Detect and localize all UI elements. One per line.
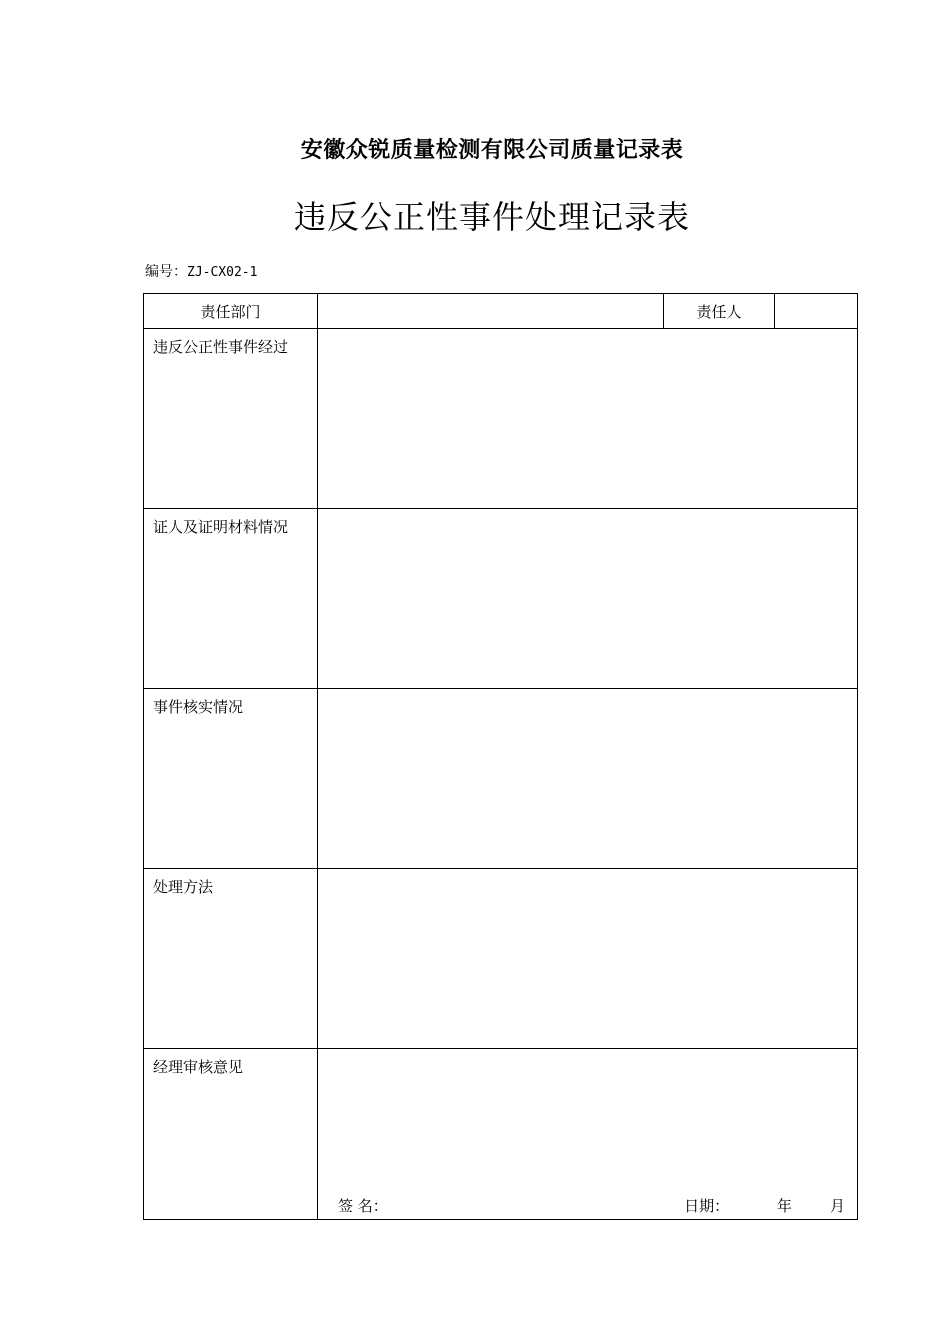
event-verification-label: 事件核实情况	[144, 689, 318, 869]
date-label: 日期：	[684, 1197, 730, 1215]
event-process-label: 违反公正性事件经过	[144, 329, 318, 509]
witness-evidence-field[interactable]	[318, 509, 858, 689]
form-code-value: ZJ-CX02-1	[187, 265, 258, 280]
manager-review-label: 经理审核意见	[144, 1049, 318, 1220]
manager-review-field[interactable]	[318, 1049, 858, 1220]
table-row	[144, 869, 858, 1049]
responsible-dept-label: 责任部门	[144, 294, 318, 329]
handling-method-field[interactable]	[318, 869, 858, 1049]
form-title: 违反公正性事件处理记录表	[293, 198, 690, 236]
responsible-person-label: 责任人	[664, 294, 775, 329]
table-row	[144, 329, 858, 509]
form-code-label: 编号：	[145, 264, 187, 280]
responsible-person-field[interactable]	[775, 294, 858, 329]
event-process-field[interactable]	[318, 329, 858, 509]
company-title: 安徽众锐质量检测有限公司质量记录表	[300, 138, 684, 163]
table-row	[144, 1049, 858, 1220]
year-label: 年	[776, 1197, 792, 1215]
table-header-row	[144, 294, 858, 329]
witness-evidence-label: 证人及证明材料情况	[144, 509, 318, 689]
month-label: 月	[829, 1197, 845, 1215]
record-table	[143, 293, 858, 1220]
handling-method-label: 处理方法	[144, 869, 318, 1049]
table-row	[144, 509, 858, 689]
table-row	[144, 689, 858, 869]
form-code	[145, 262, 257, 283]
date-block	[684, 1195, 845, 1216]
event-verification-field[interactable]	[318, 689, 858, 869]
signature-label: 签 名：	[338, 1197, 388, 1215]
responsible-dept-field[interactable]	[318, 294, 664, 329]
